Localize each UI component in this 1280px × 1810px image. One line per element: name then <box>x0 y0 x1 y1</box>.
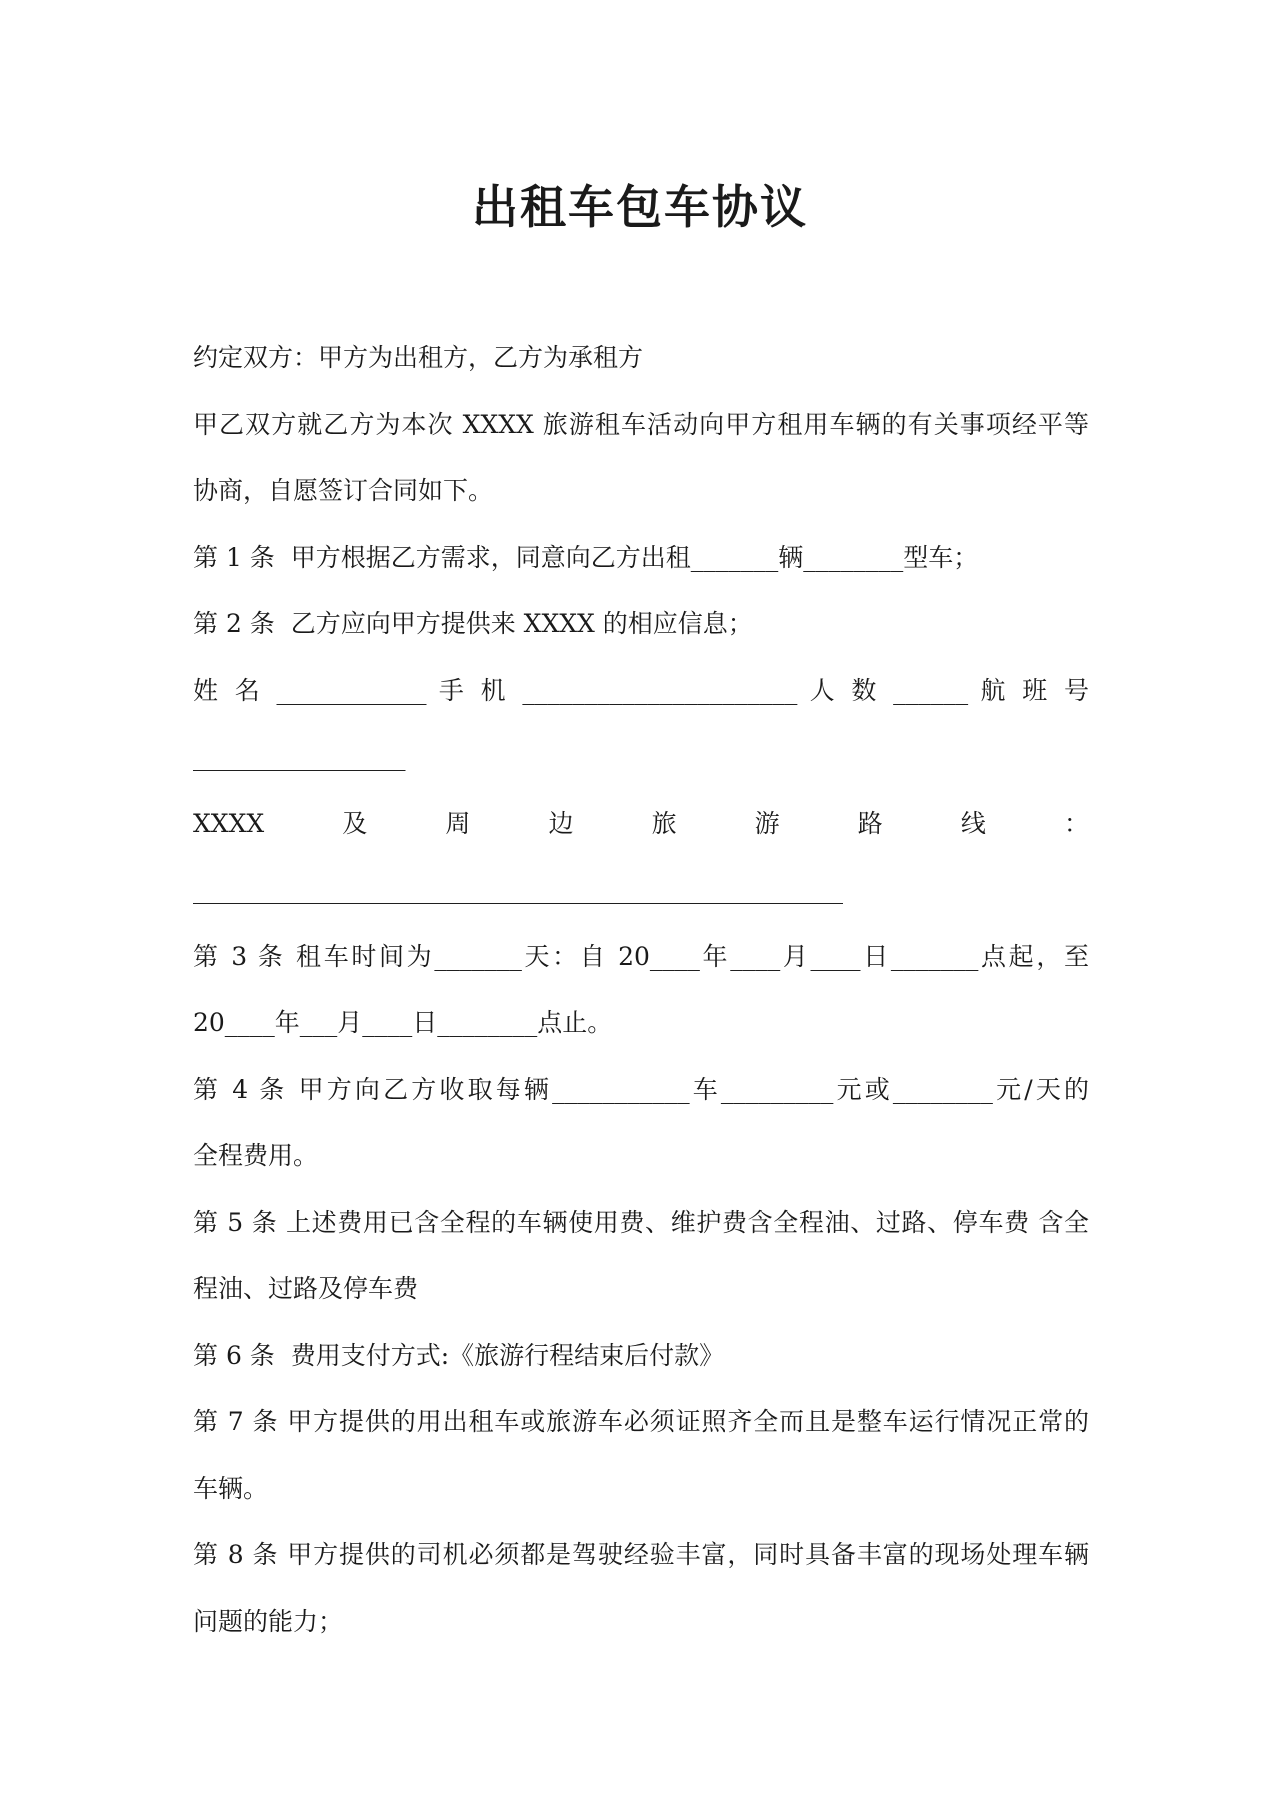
route-word: 游 <box>754 808 780 838</box>
article-6: 第 6 条 费用支付方式:《旅游行程结束后付款》 <box>193 1340 725 1370</box>
route-word: 及 <box>342 808 368 838</box>
route-line <box>193 791 1089 858</box>
flight-number-blank: _________________ <box>193 742 406 771</box>
info-fields-line: 姓 名 ____________ 手 机 ______________________ 人 数 ______ 航 班 号 <box>193 675 1089 705</box>
article-3-line-1: 第 3 条 租车时间为_______天：自 20____年____月____日_______点起，至 <box>193 941 1089 971</box>
preamble-line-2: 协商，自愿签订合同如下。 <box>193 476 494 505</box>
article-7-line-2: 车辆。 <box>193 1473 269 1503</box>
article-2: 第 2 条 乙方应向甲方提供来 XXXX 的相应信息； <box>193 609 753 638</box>
route-blank: ____________________________________________________ <box>193 875 843 904</box>
article-5-line-1: 第 5 条 上述费用已含全程的车辆使用费、维护费含全程油、过路、停车费 含全 <box>193 1207 1089 1237</box>
route-word: ： <box>1063 808 1089 838</box>
article-8-line-2: 问题的能力； <box>193 1606 344 1636</box>
document-title: 出租车包车协议 <box>472 180 808 234</box>
article-1: 第 1 条 甲方根据乙方需求，同意向乙方出租_______辆________型车； <box>193 542 979 572</box>
article-3-line-2: 20____年___月____日________点止。 <box>193 1008 613 1037</box>
article-8-line-1: 第 8 条 甲方提供的司机必须都是驾驶经验丰富，同时具备丰富的现场处理车辆 <box>193 1540 1089 1569</box>
route-word: 线 <box>960 808 986 838</box>
route-word: 旅 <box>651 808 677 838</box>
article-4-line-1: 第 4 条 甲方向乙方收取每辆___________车_________元或________元/天的 <box>193 1074 1089 1104</box>
route-word: 边 <box>548 808 574 838</box>
document-body <box>193 325 1089 1655</box>
article-5-line-2: 程油、过路及停车费 <box>193 1274 419 1303</box>
article-7-line-1: 第 7 条 甲方提供的用出租车或旅游车必须证照齐全而且是整车运行情况正常的 <box>193 1407 1089 1436</box>
route-word: 路 <box>857 808 883 838</box>
preamble-line-1: 甲乙双方就乙方为本次 XXXX 旅游租车活动向甲方租用车辆的有关事项经平等 <box>193 409 1089 439</box>
route-word: XXXX <box>193 808 265 838</box>
article-4-line-2: 全程费用。 <box>193 1141 319 1170</box>
parties-line: 约定双方：甲方为出租方，乙方为承租方 <box>193 343 644 372</box>
route-word: 周 <box>445 808 471 838</box>
